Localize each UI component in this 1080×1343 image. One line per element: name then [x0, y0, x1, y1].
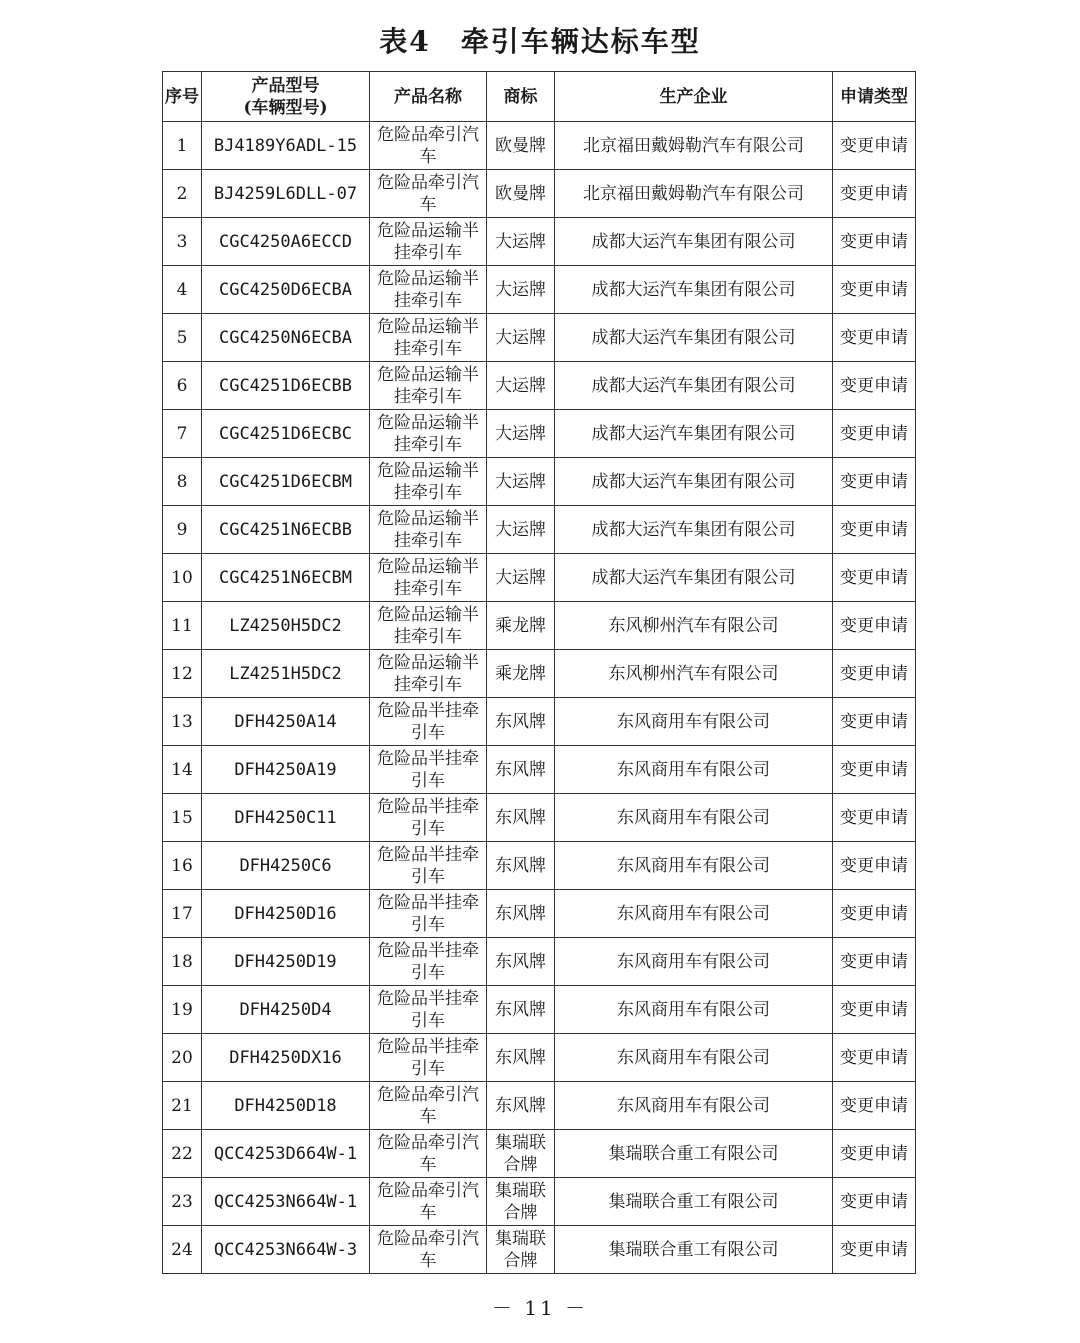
- cell-brand: 东风牌: [487, 1082, 555, 1130]
- cell-apply-type: 变更申请: [833, 1082, 916, 1130]
- cell-maker: 东风柳州汽车有限公司: [555, 650, 833, 698]
- cell-apply-type: 变更申请: [833, 1130, 916, 1178]
- cell-index: 12: [163, 650, 202, 698]
- cell-brand: 欧曼牌: [487, 122, 555, 170]
- header-model-line1: 产品型号: [251, 75, 320, 96]
- cell-index: 4: [163, 266, 202, 314]
- cell-apply-type: 变更申请: [833, 842, 916, 890]
- table-row: [163, 266, 916, 314]
- cell-model: LZ4251H5DC2: [202, 650, 370, 698]
- cell-apply-type: 变更申请: [833, 602, 916, 650]
- cell-index: 11: [163, 602, 202, 650]
- cell-model: CGC4251D6ECBM: [202, 458, 370, 506]
- cell-model: QCC4253D664W-1: [202, 1130, 370, 1178]
- cell-brand: 东风牌: [487, 1034, 555, 1082]
- cell-index: 18: [163, 938, 202, 986]
- table-row: [163, 650, 916, 698]
- cell-brand: 大运牌: [487, 458, 555, 506]
- cell-product-name: 危险品运输半挂牵引车: [370, 554, 487, 602]
- cell-product-name: 危险品牵引汽车: [370, 1130, 487, 1178]
- header-brand: 商标: [487, 72, 555, 122]
- cell-product-name: 危险品运输半挂牵引车: [370, 362, 487, 410]
- cell-brand: 大运牌: [487, 410, 555, 458]
- cell-brand: 集瑞联合牌: [487, 1178, 555, 1226]
- cell-index: 6: [163, 362, 202, 410]
- cell-model: BJ4189Y6ADL-15: [202, 122, 370, 170]
- cell-product-name: 危险品半挂牵引车: [370, 794, 487, 842]
- cell-apply-type: 变更申请: [833, 1226, 916, 1274]
- cell-maker: 北京福田戴姆勒汽车有限公司: [555, 122, 833, 170]
- cell-apply-type: 变更申请: [833, 410, 916, 458]
- table-row: [163, 794, 916, 842]
- table-row: [163, 890, 916, 938]
- cell-model: DFH4250A14: [202, 698, 370, 746]
- header-maker: 生产企业: [555, 72, 833, 122]
- table-row: [163, 938, 916, 986]
- cell-apply-type: 变更申请: [833, 314, 916, 362]
- cell-product-name: 危险品运输半挂牵引车: [370, 266, 487, 314]
- table-row: [163, 170, 916, 218]
- table-row: [163, 218, 916, 266]
- cell-product-name: 危险品半挂牵引车: [370, 698, 487, 746]
- cell-maker: 东风商用车有限公司: [555, 890, 833, 938]
- table-row: [163, 410, 916, 458]
- cell-brand: 大运牌: [487, 218, 555, 266]
- cell-apply-type: 变更申请: [833, 554, 916, 602]
- table-row: [163, 746, 916, 794]
- table-row: [163, 1034, 916, 1082]
- cell-brand: 大运牌: [487, 554, 555, 602]
- cell-index: 7: [163, 410, 202, 458]
- cell-brand: 大运牌: [487, 506, 555, 554]
- cell-maker: 成都大运汽车集团有限公司: [555, 506, 833, 554]
- vehicle-table: [162, 71, 916, 1274]
- cell-maker: 成都大运汽车集团有限公司: [555, 554, 833, 602]
- table-title: 表4 牵引车辆达标车型: [379, 25, 701, 58]
- cell-apply-type: 变更申请: [833, 986, 916, 1034]
- cell-model: DFH4250D4: [202, 986, 370, 1034]
- cell-apply-type: 变更申请: [833, 218, 916, 266]
- table-row: [163, 506, 916, 554]
- cell-model: LZ4250H5DC2: [202, 602, 370, 650]
- cell-product-name: 危险品运输半挂牵引车: [370, 506, 487, 554]
- cell-brand: 集瑞联合牌: [487, 1226, 555, 1274]
- cell-index: 24: [163, 1226, 202, 1274]
- cell-model: QCC4253N664W-1: [202, 1178, 370, 1226]
- table-row: [163, 602, 916, 650]
- cell-maker: 成都大运汽车集团有限公司: [555, 314, 833, 362]
- cell-brand: 集瑞联合牌: [487, 1130, 555, 1178]
- cell-apply-type: 变更申请: [833, 890, 916, 938]
- cell-product-name: 危险品牵引汽车: [370, 170, 487, 218]
- cell-product-name: 危险品半挂牵引车: [370, 1034, 487, 1082]
- table-row: [163, 842, 916, 890]
- cell-product-name: 危险品运输半挂牵引车: [370, 602, 487, 650]
- cell-brand: 东风牌: [487, 938, 555, 986]
- cell-index: 5: [163, 314, 202, 362]
- cell-index: 15: [163, 794, 202, 842]
- cell-apply-type: 变更申请: [833, 698, 916, 746]
- cell-model: CGC4251N6ECBM: [202, 554, 370, 602]
- cell-index: 22: [163, 1130, 202, 1178]
- table-body: [163, 122, 916, 1274]
- table-row: [163, 1130, 916, 1178]
- cell-model: QCC4253N664W-3: [202, 1226, 370, 1274]
- cell-maker: 成都大运汽车集团有限公司: [555, 266, 833, 314]
- cell-product-name: 危险品牵引汽车: [370, 1226, 487, 1274]
- cell-index: 20: [163, 1034, 202, 1082]
- cell-model: CGC4251N6ECBB: [202, 506, 370, 554]
- table-row: [163, 458, 916, 506]
- cell-apply-type: 变更申请: [833, 266, 916, 314]
- page-number: － 11 －: [491, 1296, 589, 1320]
- cell-maker: 成都大运汽车集团有限公司: [555, 458, 833, 506]
- cell-model: CGC4250A6ECCD: [202, 218, 370, 266]
- cell-product-name: 危险品半挂牵引车: [370, 842, 487, 890]
- header-model-line2: (车辆型号): [243, 97, 328, 118]
- cell-apply-type: 变更申请: [833, 458, 916, 506]
- cell-model: DFH4250C11: [202, 794, 370, 842]
- cell-index: 23: [163, 1178, 202, 1226]
- cell-model: DFH4250D16: [202, 890, 370, 938]
- cell-apply-type: 变更申请: [833, 1034, 916, 1082]
- cell-brand: 大运牌: [487, 362, 555, 410]
- cell-apply-type: 变更申请: [833, 1178, 916, 1226]
- cell-product-name: 危险品运输半挂牵引车: [370, 218, 487, 266]
- table-row: [163, 122, 916, 170]
- cell-maker: 北京福田戴姆勒汽车有限公司: [555, 170, 833, 218]
- cell-apply-type: 变更申请: [833, 938, 916, 986]
- cell-index: 14: [163, 746, 202, 794]
- cell-index: 8: [163, 458, 202, 506]
- cell-model: CGC4251D6ECBB: [202, 362, 370, 410]
- cell-index: 21: [163, 1082, 202, 1130]
- table-row: [163, 314, 916, 362]
- cell-brand: 东风牌: [487, 746, 555, 794]
- cell-brand: 东风牌: [487, 986, 555, 1034]
- cell-model: DFH4250DX16: [202, 1034, 370, 1082]
- table-row: [163, 986, 916, 1034]
- cell-maker: 成都大运汽车集团有限公司: [555, 218, 833, 266]
- cell-model: DFH4250C6: [202, 842, 370, 890]
- table-row: [163, 362, 916, 410]
- cell-model: CGC4250D6ECBA: [202, 266, 370, 314]
- cell-product-name: 危险品半挂牵引车: [370, 986, 487, 1034]
- cell-product-name: 危险品运输半挂牵引车: [370, 410, 487, 458]
- cell-model: DFH4250D19: [202, 938, 370, 986]
- cell-maker: 成都大运汽车集团有限公司: [555, 410, 833, 458]
- cell-brand: 乘龙牌: [487, 602, 555, 650]
- cell-index: 10: [163, 554, 202, 602]
- cell-maker: 东风柳州汽车有限公司: [555, 602, 833, 650]
- cell-index: 19: [163, 986, 202, 1034]
- cell-model: DFH4250A19: [202, 746, 370, 794]
- cell-brand: 乘龙牌: [487, 650, 555, 698]
- cell-apply-type: 变更申请: [833, 506, 916, 554]
- cell-maker: 东风商用车有限公司: [555, 1082, 833, 1130]
- cell-model: CGC4251D6ECBC: [202, 410, 370, 458]
- cell-maker: 东风商用车有限公司: [555, 794, 833, 842]
- cell-apply-type: 变更申请: [833, 650, 916, 698]
- cell-model: CGC4250N6ECBA: [202, 314, 370, 362]
- cell-apply-type: 变更申请: [833, 362, 916, 410]
- table-row: [163, 1082, 916, 1130]
- cell-apply-type: 变更申请: [833, 746, 916, 794]
- cell-maker: 东风商用车有限公司: [555, 938, 833, 986]
- cell-maker: 东风商用车有限公司: [555, 1034, 833, 1082]
- cell-index: 13: [163, 698, 202, 746]
- cell-brand: 大运牌: [487, 266, 555, 314]
- cell-index: 2: [163, 170, 202, 218]
- cell-maker: 东风商用车有限公司: [555, 698, 833, 746]
- cell-brand: 东风牌: [487, 698, 555, 746]
- cell-maker: 集瑞联合重工有限公司: [555, 1226, 833, 1274]
- cell-product-name: 危险品半挂牵引车: [370, 938, 487, 986]
- header-name: 产品名称: [370, 72, 487, 122]
- cell-index: 1: [163, 122, 202, 170]
- cell-product-name: 危险品牵引汽车: [370, 122, 487, 170]
- cell-maker: 东风商用车有限公司: [555, 746, 833, 794]
- table-row: [163, 554, 916, 602]
- cell-apply-type: 变更申请: [833, 794, 916, 842]
- cell-maker: 集瑞联合重工有限公司: [555, 1178, 833, 1226]
- cell-index: 3: [163, 218, 202, 266]
- cell-brand: 欧曼牌: [487, 170, 555, 218]
- header-model: [202, 72, 370, 122]
- table-row: [163, 1226, 916, 1274]
- cell-apply-type: 变更申请: [833, 122, 916, 170]
- cell-product-name: 危险品运输半挂牵引车: [370, 650, 487, 698]
- cell-apply-type: 变更申请: [833, 170, 916, 218]
- header-type: 申请类型: [833, 72, 916, 122]
- cell-index: 9: [163, 506, 202, 554]
- cell-index: 17: [163, 890, 202, 938]
- cell-product-name: 危险品运输半挂牵引车: [370, 314, 487, 362]
- cell-maker: 成都大运汽车集团有限公司: [555, 362, 833, 410]
- cell-brand: 东风牌: [487, 890, 555, 938]
- cell-brand: 大运牌: [487, 314, 555, 362]
- cell-product-name: 危险品半挂牵引车: [370, 746, 487, 794]
- header-index: 序号: [163, 72, 202, 122]
- cell-index: 16: [163, 842, 202, 890]
- table-header-row: [163, 72, 916, 122]
- cell-model: BJ4259L6DLL-07: [202, 170, 370, 218]
- cell-brand: 东风牌: [487, 794, 555, 842]
- table-row: [163, 1178, 916, 1226]
- table-row: [163, 698, 916, 746]
- cell-maker: 集瑞联合重工有限公司: [555, 1130, 833, 1178]
- cell-product-name: 危险品运输半挂牵引车: [370, 458, 487, 506]
- cell-maker: 东风商用车有限公司: [555, 986, 833, 1034]
- cell-product-name: 危险品半挂牵引车: [370, 890, 487, 938]
- cell-product-name: 危险品牵引汽车: [370, 1082, 487, 1130]
- cell-brand: 东风牌: [487, 842, 555, 890]
- cell-maker: 东风商用车有限公司: [555, 842, 833, 890]
- cell-model: DFH4250D18: [202, 1082, 370, 1130]
- cell-product-name: 危险品牵引汽车: [370, 1178, 487, 1226]
